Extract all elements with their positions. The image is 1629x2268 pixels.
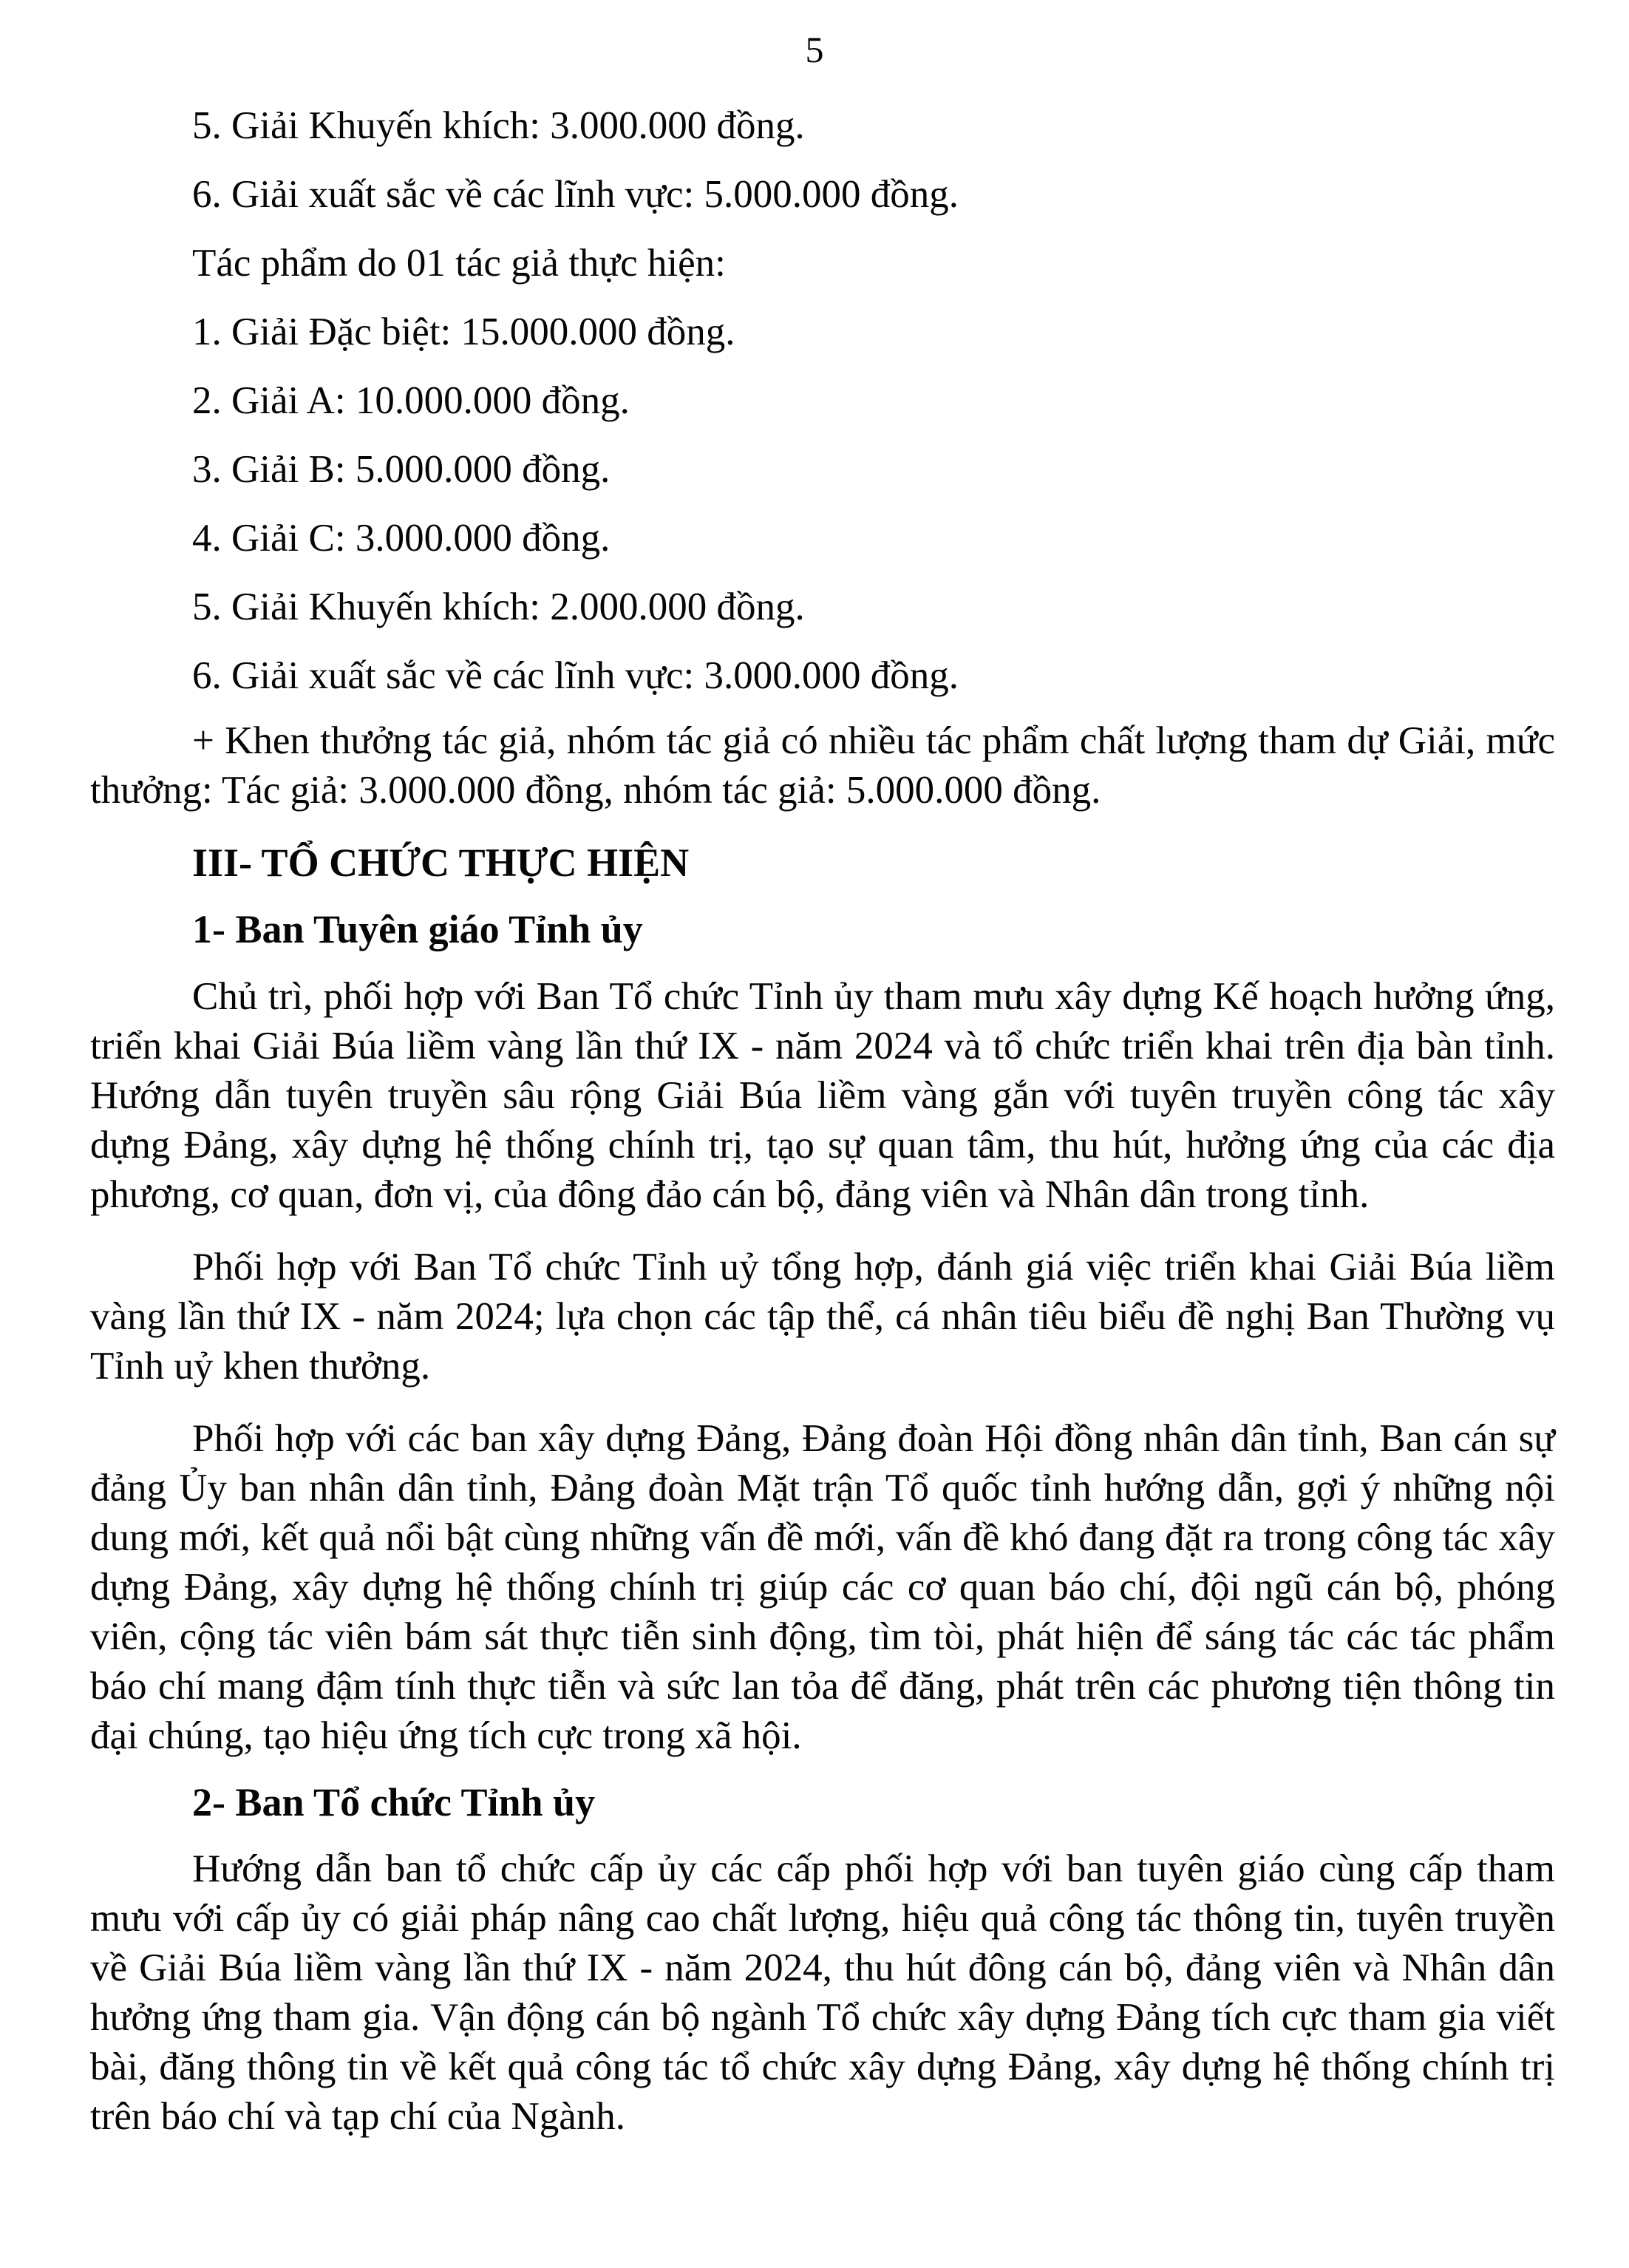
prize-list-item: 3. Giải B: 5.000.000 đồng. [192,448,611,491]
paragraph: Phối hợp với Ban Tổ chức Tỉnh uỷ tổng hợp, đánh giá việc triển khai Giải Búa liềm vàng lần thứ IX - năm 2024; lựa chọn các tập thể, cá nhân tiêu biểu đề nghị Ban Thường vụ Tỉnh uỷ khen thưởng. [90,1246,1555,1388]
paragraph: Chủ trì, phối hợp với Ban Tổ chức Tỉnh ủy tham mưu xây dựng Kế hoạch hưởng ứng, triển khai Giải Búa liềm vàng lần thứ IX - năm 2024 và tổ chức triển khai trên địa bàn tỉnh. Hướng dẫn tuyên truyền sâu rộng Giải Búa liềm vàng gắn với tuyên truyền công tác xây dựng Đảng, xây dựng hệ thống chính trị, tạo sự quan tâm, thu hút, hưởng ứng của các địa phương, cơ quan, đơn vị, của đông đảo cán bộ, đảng viên và Nhân dân trong tỉnh. [90,975,1555,1216]
prize-list [90,92,1555,710]
prize-list-item: 6. Giải xuất sắc về các lĩnh vực: 5.000.000 đồng. [192,173,959,216]
prize-list-item: 6. Giải xuất sắc về các lĩnh vực: 3.000.000 đồng. [192,654,959,697]
document-body [0,72,1629,2142]
page-number: 5 [805,29,824,70]
prize-list-item: 1. Giải Đặc biệt: 15.000.000 đồng. [192,310,735,353]
subsection-heading-ban-to-chuc: 2- Ban Tổ chức Tỉnh ủy [192,1780,596,1824]
paragraph: Hướng dẫn ban tổ chức cấp ủy các cấp phối hợp với ban tuyên giáo cùng cấp tham mưu với cấp ủy có giải pháp nâng cao chất lượng, hiệu quả công tác thông tin, tuyên truyền về Giải Búa liềm vàng lần thứ IX - năm 2024, thu hút đông cán bộ, đảng viên và Nhân dân hưởng ứng tham gia. Vận động cán bộ ngành Tổ chức xây dựng Đảng tích cực tham gia viết bài, đăng thông tin về kết quả công tác tổ chức xây dựng Đảng, xây dựng hệ thống chính trị trên báo chí và tạp chí của Ngành. [90,1847,1555,2138]
prize-list-item: 5. Giải Khuyến khích: 2.000.000 đồng. [192,585,805,628]
prize-list-item: 2. Giải A: 10.000.000 đồng. [192,379,630,422]
reward-note-paragraph: + Khen thưởng tác giả, nhóm tác giả có nhiều tác phẩm chất lượng tham dự Giải, mức thưởng: Tác giả: 3.000.000 đồng, nhóm tác giả: 5.000.000 đồng. [90,719,1555,812]
prize-list-item: 4. Giải C: 3.000.000 đồng. [192,517,611,560]
section-heading-organization: III- TỔ CHỨC THỰC HIỆN [192,841,690,885]
prize-list-item: Tác phẩm do 01 tác giả thực hiện: [192,242,726,285]
prize-list-item: 5. Giải Khuyến khích: 3.000.000 đồng. [192,104,805,147]
subsection-heading-ban-tuyen-giao: 1- Ban Tuyên giáo Tỉnh ủy [192,907,643,951]
paragraph: Phối hợp với các ban xây dựng Đảng, Đảng đoàn Hội đồng nhân dân tỉnh, Ban cán sự đảng Ủy ban nhân dân tỉnh, Đảng đoàn Mặt trận Tổ quốc tỉnh hướng dẫn, gợi ý những nội dung mới, kết quả nổi bật cùng những vấn đề mới, vấn đề khó đang đặt ra trong công tác xây dựng Đảng, xây dựng hệ thống chính trị giúp các cơ quan báo chí, đội ngũ cán bộ, phóng viên, cộng tác viên bám sát thực tiễn sinh động, tìm tòi, phát hiện để sáng tác các tác phẩm báo chí mang đậm tính thực tiễn và sức lan tỏa để đăng, phát trên các phương tiện thông tin đại chúng, tạo hiệu ứng tích cực trong xã hội. [90,1417,1555,1757]
